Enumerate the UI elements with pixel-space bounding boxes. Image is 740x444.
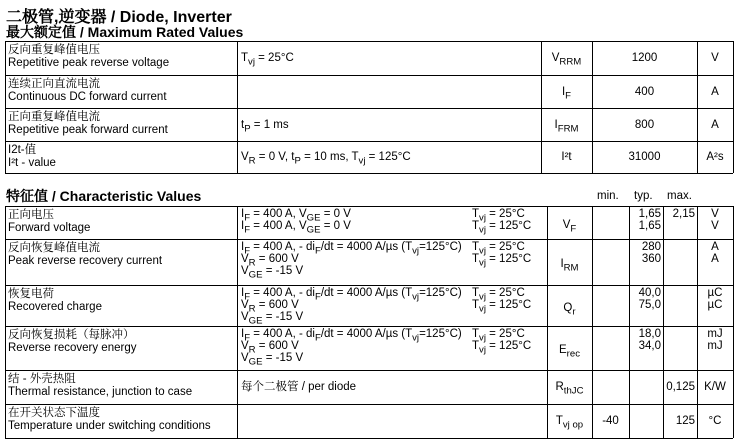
symbol: $V_{RRM}$ <box>551 52 582 68</box>
unit: A <box>711 253 719 265</box>
unit: A <box>711 118 719 131</box>
junction-temperature: $T_{vj} = 125^\circ C$ <box>472 253 532 269</box>
param-name-cn: 反向恢复损耗（每脉冲） <box>8 329 135 341</box>
symbol: $I_{FRM}$ <box>554 118 579 134</box>
table-rule <box>5 370 733 371</box>
param-name-en: Repetitive peak forward current <box>8 124 168 136</box>
table-rule <box>5 285 733 286</box>
table-rule <box>5 75 733 76</box>
param-name-en: Thermal resistance, junction to case <box>8 386 193 398</box>
param-name-en: Temperature under switching conditions <box>8 420 211 432</box>
test-condition: 每个二极管 / per diode <box>241 381 357 393</box>
test-condition: $T_{vj} = 25^\circ C$ <box>241 52 294 68</box>
param-name-cn: 正向电压 <box>8 209 54 221</box>
junction-temperature: $T_{vj} = 25^\circ C$ <box>472 208 525 224</box>
table-col-rule <box>592 206 593 438</box>
unit: mJ <box>707 340 723 352</box>
page-title: 二极管,逆变器 / Diode, Inverter <box>6 9 232 26</box>
param-name-en: I²t - value <box>8 157 56 169</box>
test-condition: $V_R = 0$ V, $t_P = 10$ ms, $T_{vj} = 125^\circ C$ <box>241 151 411 167</box>
test-condition: $V_{GE} = -15$ V <box>241 311 304 327</box>
param-name-en: Peak reverse recovery current <box>8 255 163 267</box>
unit: V <box>711 220 719 232</box>
junction-temperature: $T_{vj} = 125^\circ C$ <box>472 340 532 356</box>
symbol: $Q_r$ <box>563 301 576 317</box>
table-col-rule <box>733 41 734 173</box>
table-rule <box>5 326 733 327</box>
table-col-rule <box>663 206 664 438</box>
param-name-cn: I2t-值 <box>8 144 37 156</box>
rated-value: 1200 <box>631 52 658 64</box>
param-name-cn: 在开关状态下温度 <box>8 407 100 419</box>
table-rule <box>5 173 733 174</box>
test-condition: $V_{GE} = -15$ V <box>241 352 304 368</box>
table-rule <box>5 206 733 207</box>
param-name-cn: 恢复电荷 <box>8 288 54 300</box>
table-rule <box>5 108 733 109</box>
unit: K/W <box>704 381 726 393</box>
param-name-en: Reverse recovery energy <box>8 342 137 354</box>
table-rule <box>5 141 733 142</box>
symbol: $V_F$ <box>562 218 577 234</box>
symbol: $T_{vj op}$ <box>555 415 584 431</box>
value-typ: 360 <box>641 253 661 265</box>
test-condition: $t_P = 1$ ms <box>241 118 289 134</box>
value-typ: 34,0 <box>638 340 661 352</box>
param-name-en: Continuous DC forward current <box>8 91 167 103</box>
table-col-rule <box>733 206 734 438</box>
test-condition: $I_F = 400$ A, - $di_F/dt = 4000$ A/µs $(T_{vj}=125^\circ C)$ <box>241 287 462 303</box>
test-condition: $V_R = 600$ V <box>241 253 299 269</box>
symbol: $E_{rec}$ <box>559 344 580 360</box>
unit: V <box>711 52 719 64</box>
symbol: I²t <box>561 151 572 163</box>
unit: µC <box>707 299 723 311</box>
value-min: -40 <box>602 415 619 427</box>
rated-value: 400 <box>634 85 655 98</box>
table-col-rule <box>5 206 6 438</box>
symbol: $R_{thJC}$ <box>555 381 584 397</box>
symbol: $I_{RM}$ <box>560 258 579 274</box>
unit: mJ <box>707 328 723 340</box>
table-rule <box>5 239 733 240</box>
junction-temperature: $T_{vj} = 125^\circ C$ <box>472 220 532 236</box>
unit: °C <box>708 415 722 427</box>
table-col-rule <box>5 41 6 173</box>
value-max: 0,125 <box>666 381 695 393</box>
param-name-en: Forward voltage <box>8 222 91 234</box>
junction-temperature: $T_{vj} = 25^\circ C$ <box>472 241 525 257</box>
value-typ: 40,0 <box>638 287 661 299</box>
table-col-rule <box>547 206 548 438</box>
unit: A <box>711 85 719 98</box>
symbol: $I_F$ <box>561 85 572 101</box>
rated-value: 800 <box>634 118 655 131</box>
param-name-cn: 连续正向直流电流 <box>8 78 100 90</box>
param-name-cn: 反向恢复峰值电流 <box>8 242 100 254</box>
value-typ: 1,65 <box>638 220 661 232</box>
param-name-en: Repetitive peak reverse voltage <box>8 57 170 69</box>
table-rule <box>5 404 733 405</box>
section-char-title: 特征值 / Characteristic Values <box>6 188 202 204</box>
param-name-cn: 结 - 外壳热阻 <box>8 373 76 385</box>
junction-temperature: $T_{vj} = 125^\circ C$ <box>472 299 532 315</box>
junction-temperature: $T_{vj} = 25^\circ C$ <box>472 287 525 303</box>
value-typ: 1,65 <box>638 208 661 220</box>
table-col-rule <box>237 206 238 438</box>
col-header-typ: typ. <box>634 190 653 202</box>
junction-temperature: $T_{vj} = 25^\circ C$ <box>472 328 525 344</box>
test-condition: $I_F = 400$ A, - $di_F/dt = 4000$ A/µs $(T_{vj}=125^\circ C)$ <box>241 241 462 257</box>
table-rule <box>5 438 733 439</box>
param-name-cn: 反向重复峰值电压 <box>8 44 100 56</box>
unit: A²s <box>706 151 724 163</box>
value-max: 2,15 <box>672 208 695 220</box>
test-condition: $I_F = 400$ A, - $di_F/dt = 4000$ A/µs $(T_{vj}=125^\circ C)$ <box>241 328 462 344</box>
test-condition: $I_F = 400$ A, $V_{GE} = 0$ V <box>241 208 351 224</box>
value-max: 125 <box>675 415 695 427</box>
section-max-title: 最大额定值 / Maximum Rated Values <box>6 24 244 40</box>
col-header-min: min. <box>597 190 619 202</box>
col-header-max: max. <box>667 190 692 202</box>
value-typ: 280 <box>641 241 661 253</box>
test-condition: $I_F = 400$ A, $V_{GE} = 0$ V <box>241 220 351 236</box>
value-typ: 75,0 <box>638 299 661 311</box>
param-name-en: Recovered charge <box>8 301 102 313</box>
value-typ: 18,0 <box>638 328 661 340</box>
param-name-cn: 正向重复峰值电流 <box>8 111 100 123</box>
unit: A <box>711 241 719 253</box>
test-condition: $V_R = 600$ V <box>241 340 299 356</box>
unit: V <box>711 208 719 220</box>
table-col-rule <box>237 41 238 173</box>
test-condition: $V_R = 600$ V <box>241 299 299 315</box>
unit: µC <box>707 287 723 299</box>
rated-value: 31000 <box>628 151 661 163</box>
test-condition: $V_{GE} = -15$ V <box>241 265 304 281</box>
table-rule <box>5 41 733 42</box>
